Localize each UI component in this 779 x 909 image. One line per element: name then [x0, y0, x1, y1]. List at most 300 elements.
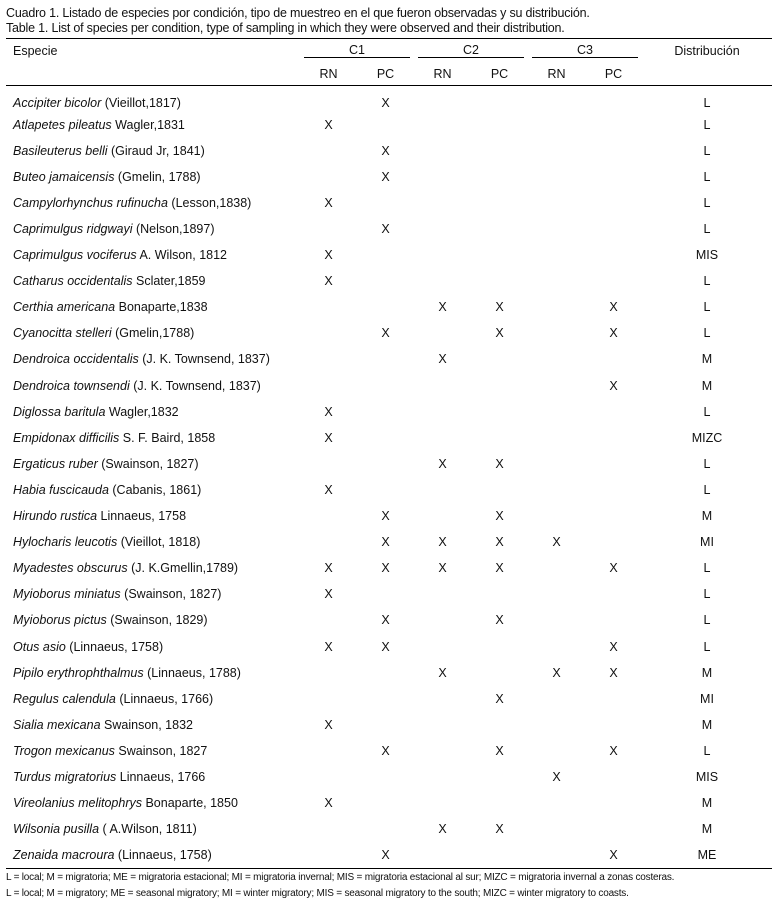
table-row — [6, 164, 772, 190]
presence-mark — [414, 686, 471, 712]
presence-mark — [300, 738, 357, 764]
presence-mark: X — [495, 743, 504, 758]
species-cell — [6, 373, 300, 399]
distribution-cell: L — [703, 587, 711, 602]
presence-mark — [471, 790, 528, 816]
species-cell — [6, 86, 300, 112]
sub-header-rn: RN — [547, 66, 566, 81]
presence-mark — [528, 686, 585, 712]
species-scientific-name: Hylocharis leucotis — [13, 535, 118, 550]
distribution-cell: MIS — [695, 769, 719, 784]
caption-en: Table 1. List of species per condition, type of sampling in which they were observed and their distribution. — [6, 21, 565, 35]
presence-mark — [585, 112, 642, 138]
presence-mark — [471, 581, 528, 607]
species-cell — [6, 190, 300, 216]
presence-mark — [528, 86, 585, 112]
species-authority: (Swainson, 1829) — [106, 613, 208, 628]
species-authority: (J. K. Townsend, 1837) — [138, 352, 270, 367]
species-scientific-name: Cyanocitta stelleri — [13, 326, 112, 341]
table-row — [6, 712, 772, 738]
presence-mark: X — [438, 535, 447, 550]
species-cell — [6, 451, 300, 477]
presence-mark — [528, 790, 585, 816]
presence-mark: X — [324, 587, 333, 602]
species-scientific-name: Dendroica occidentalis — [13, 352, 139, 367]
presence-mark — [414, 633, 471, 659]
presence-mark — [528, 738, 585, 764]
presence-mark: X — [609, 848, 618, 863]
species-cell — [6, 764, 300, 790]
species-authority: ( A.Wilson, 1811) — [99, 822, 197, 837]
species-scientific-name: Myioborus pictus — [13, 613, 107, 628]
presence-mark — [585, 451, 642, 477]
species-header: Especie — [13, 44, 58, 58]
presence-mark — [528, 425, 585, 451]
species-scientific-name: Diglossa baritula — [13, 404, 106, 419]
species-cell — [6, 242, 300, 268]
presence-mark: X — [438, 665, 447, 680]
presence-mark: X — [324, 117, 333, 132]
presence-mark — [300, 451, 357, 477]
presence-mark — [528, 112, 585, 138]
presence-mark: X — [609, 378, 618, 393]
presence-mark — [528, 607, 585, 633]
table-row — [6, 816, 772, 842]
species-scientific-name: Vireolanius melitophrys — [13, 796, 142, 811]
presence-mark — [471, 660, 528, 686]
presence-mark: X — [381, 535, 390, 550]
presence-mark — [357, 373, 414, 399]
species-authority: (Vieillot, 1818) — [117, 535, 201, 550]
presence-mark — [357, 112, 414, 138]
species-authority: (Linnaeus, 1758) — [65, 639, 164, 654]
species-scientific-name: Buteo jamaicensis — [13, 169, 115, 184]
species-scientific-name: Myadestes obscurus — [13, 561, 128, 576]
presence-mark — [414, 503, 471, 529]
species-scientific-name: Hirundo rustica — [13, 509, 98, 524]
presence-mark: X — [438, 300, 447, 315]
species-scientific-name: Certhia americana — [13, 300, 116, 315]
species-authority: Bonaparte, 1850 — [142, 796, 238, 811]
presence-mark — [414, 477, 471, 503]
presence-mark — [528, 712, 585, 738]
table-row — [6, 555, 772, 581]
distribution-cell: L — [703, 404, 711, 419]
species-cell — [6, 660, 300, 686]
presence-mark — [528, 503, 585, 529]
presence-mark: X — [324, 404, 333, 419]
species-scientific-name: Caprimulgus vociferus — [13, 248, 137, 263]
species-cell — [6, 164, 300, 190]
presence-mark — [414, 607, 471, 633]
distribution-cell: M — [701, 509, 713, 524]
presence-mark: X — [495, 326, 504, 341]
presence-mark — [471, 477, 528, 503]
presence-mark — [528, 581, 585, 607]
presence-mark — [471, 764, 528, 790]
presence-mark — [585, 138, 642, 164]
species-cell — [6, 686, 300, 712]
presence-mark — [300, 529, 357, 555]
presence-mark: X — [609, 561, 618, 576]
presence-mark: X — [495, 509, 504, 524]
presence-mark — [471, 216, 528, 242]
presence-mark — [585, 425, 642, 451]
presence-mark — [528, 346, 585, 372]
table-row — [6, 112, 772, 138]
species-cell — [6, 138, 300, 164]
species-authority: Linnaeus, 1758 — [97, 509, 187, 524]
presence-mark — [414, 425, 471, 451]
presence-mark: X — [438, 561, 447, 576]
presence-mark — [528, 451, 585, 477]
distribution-cell: L — [703, 482, 711, 497]
presence-mark — [471, 190, 528, 216]
presence-mark — [585, 164, 642, 190]
distribution-cell: L — [703, 743, 711, 758]
distribution-cell: L — [703, 613, 711, 628]
distribution-cell: L — [703, 222, 711, 237]
presence-mark — [528, 138, 585, 164]
presence-mark: X — [381, 169, 390, 184]
presence-mark — [471, 138, 528, 164]
distribution-cell: L — [703, 300, 711, 315]
presence-mark — [300, 138, 357, 164]
presence-mark — [585, 86, 642, 112]
sub-header-rn: RN — [433, 66, 452, 81]
presence-mark — [414, 320, 471, 346]
presence-mark: X — [381, 743, 390, 758]
presence-mark: X — [552, 769, 561, 784]
presence-mark — [585, 529, 642, 555]
species-authority: (Swainson, 1827) — [120, 587, 222, 602]
species-cell — [6, 555, 300, 581]
presence-mark — [357, 451, 414, 477]
species-cell — [6, 503, 300, 529]
species-cell — [6, 842, 300, 868]
presence-mark — [471, 112, 528, 138]
species-authority: (Swainson, 1827) — [97, 456, 199, 471]
presence-mark — [528, 268, 585, 294]
distribution-cell: M — [701, 796, 713, 811]
table-row — [6, 268, 772, 294]
presence-mark: X — [381, 95, 390, 110]
species-authority: (Giraud Jr, 1841) — [107, 143, 205, 158]
species-cell — [6, 607, 300, 633]
presence-mark — [585, 346, 642, 372]
species-scientific-name: Wilsonia pusilla — [13, 822, 100, 837]
distribution-cell: M — [701, 352, 713, 367]
presence-mark — [300, 842, 357, 868]
sub-header-pc: PC — [490, 66, 509, 81]
presence-mark — [414, 268, 471, 294]
presence-mark: X — [381, 509, 390, 524]
presence-mark — [471, 712, 528, 738]
presence-mark: X — [324, 248, 333, 263]
distribution-cell: M — [701, 378, 713, 393]
species-cell — [6, 738, 300, 764]
presence-mark — [585, 607, 642, 633]
species-authority: Swainson, 1827 — [114, 743, 208, 758]
presence-mark — [528, 816, 585, 842]
presence-mark: X — [552, 535, 561, 550]
presence-mark: X — [495, 822, 504, 837]
footnote-es: L = local; M = migratoria; ME = migratoria estacional; MI = migratoria invernal; MIS = migratoria estacional al sur; MIZC = migratoria invernal a zonas costeras. — [6, 871, 675, 883]
species-authority: Sclater,1859 — [132, 274, 206, 289]
presence-mark: X — [324, 717, 333, 732]
distribution-cell: M — [701, 665, 713, 680]
presence-mark — [414, 216, 471, 242]
table-row — [6, 320, 772, 346]
species-cell — [6, 294, 300, 320]
table-row — [6, 764, 772, 790]
presence-mark: X — [495, 300, 504, 315]
species-cell — [6, 816, 300, 842]
presence-mark — [528, 216, 585, 242]
distribution-cell: L — [703, 561, 711, 576]
presence-mark — [414, 790, 471, 816]
species-authority: (J. K. Townsend, 1837) — [129, 378, 261, 393]
table-row — [6, 738, 772, 764]
presence-mark — [300, 816, 357, 842]
presence-mark — [528, 633, 585, 659]
presence-mark — [585, 190, 642, 216]
distribution-cell: L — [703, 639, 711, 654]
presence-mark: X — [438, 352, 447, 367]
presence-mark — [300, 346, 357, 372]
presence-mark: X — [609, 300, 618, 315]
presence-mark: X — [438, 456, 447, 471]
presence-mark: X — [381, 848, 390, 863]
presence-mark — [357, 346, 414, 372]
presence-mark — [357, 660, 414, 686]
presence-mark — [300, 607, 357, 633]
species-authority: S. F. Baird, 1858 — [119, 430, 216, 445]
table-row — [6, 425, 772, 451]
presence-mark — [528, 399, 585, 425]
presence-mark: X — [495, 535, 504, 550]
species-cell — [6, 216, 300, 242]
table-row — [6, 686, 772, 712]
presence-mark — [471, 425, 528, 451]
presence-mark: X — [495, 456, 504, 471]
presence-mark — [585, 242, 642, 268]
presence-mark: X — [438, 822, 447, 837]
species-authority: Bonaparte,1838 — [115, 300, 208, 315]
presence-mark — [471, 373, 528, 399]
presence-mark — [414, 373, 471, 399]
presence-mark — [357, 581, 414, 607]
presence-mark — [585, 816, 642, 842]
presence-mark — [528, 242, 585, 268]
species-scientific-name: Dendroica townsendi — [13, 378, 130, 393]
table-row — [6, 294, 772, 320]
presence-mark — [357, 477, 414, 503]
presence-mark: X — [495, 613, 504, 628]
species-cell — [6, 633, 300, 659]
species-authority: (Cabanis, 1861) — [108, 482, 202, 497]
presence-mark — [357, 294, 414, 320]
presence-mark — [300, 764, 357, 790]
sub-header-pc: PC — [604, 66, 623, 81]
distribution-cell: L — [703, 456, 711, 471]
presence-mark — [471, 268, 528, 294]
presence-mark — [471, 242, 528, 268]
table-row — [6, 842, 772, 868]
species-scientific-name: Basileuterus belli — [13, 143, 108, 158]
table-row — [6, 451, 772, 477]
presence-mark: X — [495, 561, 504, 576]
presence-mark: X — [324, 274, 333, 289]
presence-mark: X — [381, 326, 390, 341]
distribution-cell: MI — [700, 535, 714, 550]
presence-mark — [528, 842, 585, 868]
presence-mark: X — [609, 639, 618, 654]
presence-mark — [585, 712, 642, 738]
species-cell — [6, 477, 300, 503]
species-authority: (Lesson,1838) — [167, 195, 252, 210]
table-body — [6, 86, 772, 869]
table-row — [6, 373, 772, 399]
table-row — [6, 660, 772, 686]
presence-mark — [585, 503, 642, 529]
table-row — [6, 790, 772, 816]
presence-mark: X — [552, 665, 561, 680]
table-row — [6, 190, 772, 216]
presence-mark — [528, 477, 585, 503]
presence-mark — [414, 842, 471, 868]
presence-mark — [300, 86, 357, 112]
distribution-cell: L — [703, 169, 711, 184]
table-row — [6, 242, 772, 268]
species-cell — [6, 712, 300, 738]
header-row-groups — [6, 39, 772, 63]
presence-mark — [414, 738, 471, 764]
presence-mark: X — [609, 326, 618, 341]
presence-mark — [528, 320, 585, 346]
species-scientific-name: Atlapetes pileatus — [13, 117, 112, 132]
presence-mark: X — [381, 613, 390, 628]
presence-mark — [300, 373, 357, 399]
distribution-cell: MIZC — [691, 430, 723, 445]
species-authority: A. Wilson, 1812 — [136, 248, 227, 263]
presence-mark — [357, 268, 414, 294]
species-scientific-name: Myioborus miniatus — [13, 587, 121, 602]
presence-mark: X — [609, 743, 618, 758]
species-scientific-name: Zenaida macroura — [13, 848, 115, 863]
species-cell — [6, 112, 300, 138]
distribution-cell: L — [703, 274, 711, 289]
species-authority: (Linnaeus, 1788) — [143, 665, 241, 680]
presence-mark — [585, 399, 642, 425]
presence-mark — [357, 399, 414, 425]
table-row — [6, 633, 772, 659]
presence-mark — [300, 164, 357, 190]
species-scientific-name: Turdus migratorius — [13, 769, 117, 784]
species-scientific-name: Habia fuscicauda — [13, 482, 109, 497]
species-scientific-name: Ergaticus ruber — [13, 456, 98, 471]
species-authority: (J. K.Gmellin,1789) — [127, 561, 239, 576]
group-header-c1: C1 — [300, 39, 414, 63]
species-authority: (Linnaeus, 1758) — [114, 848, 212, 863]
species-scientific-name: Trogon mexicanus — [13, 743, 115, 758]
sub-header-rn: RN — [319, 66, 338, 81]
table-row — [6, 86, 772, 112]
species-scientific-name: Empidonax difficilis — [13, 430, 120, 445]
distribution-cell: L — [703, 326, 711, 341]
presence-mark — [414, 242, 471, 268]
presence-mark — [357, 242, 414, 268]
presence-mark — [471, 399, 528, 425]
species-authority: Swainson, 1832 — [100, 717, 193, 732]
presence-mark — [414, 112, 471, 138]
presence-mark — [357, 712, 414, 738]
species-cell — [6, 529, 300, 555]
species-authority: Linnaeus, 1766 — [116, 769, 206, 784]
presence-mark — [528, 190, 585, 216]
table-row — [6, 607, 772, 633]
distribution-header: Distribución — [674, 44, 740, 58]
presence-mark: X — [324, 482, 333, 497]
species-authority: (Nelson,1897) — [132, 222, 215, 237]
species-authority: Wagler,1831 — [111, 117, 185, 132]
presence-mark — [300, 503, 357, 529]
distribution-cell: L — [703, 117, 711, 132]
species-authority: (Gmelin,1788) — [111, 326, 195, 341]
species-scientific-name: Pipilo erythrophthalmus — [13, 665, 144, 680]
species-authority: (Vieillot,1817) — [101, 95, 181, 110]
table-row — [6, 581, 772, 607]
presence-mark — [414, 712, 471, 738]
distribution-cell: MIS — [695, 248, 719, 263]
table-row — [6, 529, 772, 555]
presence-mark — [471, 346, 528, 372]
presence-mark — [300, 294, 357, 320]
presence-mark — [471, 842, 528, 868]
species-scientific-name: Sialia mexicana — [13, 717, 101, 732]
caption-es: Cuadro 1. Listado de especies por condición, tipo de muestreo en el que fueron observadas y su distribución. — [6, 6, 590, 20]
group-header-c2: C2 — [414, 39, 528, 63]
distribution-cell: M — [701, 822, 713, 837]
presence-mark — [471, 633, 528, 659]
presence-mark: X — [324, 796, 333, 811]
species-cell — [6, 268, 300, 294]
table-row — [6, 399, 772, 425]
distribution-cell: M — [701, 717, 713, 732]
presence-mark — [414, 581, 471, 607]
distribution-cell: L — [703, 195, 711, 210]
group-header-c3: C3 — [528, 39, 642, 63]
species-scientific-name: Regulus calendula — [13, 691, 116, 706]
presence-mark — [357, 764, 414, 790]
presence-mark — [585, 790, 642, 816]
species-scientific-name: Campylorhynchus rufinucha — [13, 195, 168, 210]
distribution-cell: L — [703, 95, 711, 110]
distribution-cell: L — [703, 143, 711, 158]
species-cell — [6, 399, 300, 425]
presence-mark — [357, 686, 414, 712]
species-authority: (Gmelin, 1788) — [114, 169, 201, 184]
species-cell — [6, 346, 300, 372]
presence-mark: X — [324, 430, 333, 445]
species-scientific-name: Accipiter bicolor — [13, 95, 102, 110]
presence-mark — [414, 190, 471, 216]
presence-mark — [300, 320, 357, 346]
presence-mark — [357, 816, 414, 842]
presence-mark — [357, 190, 414, 216]
species-cell — [6, 790, 300, 816]
presence-mark — [414, 164, 471, 190]
